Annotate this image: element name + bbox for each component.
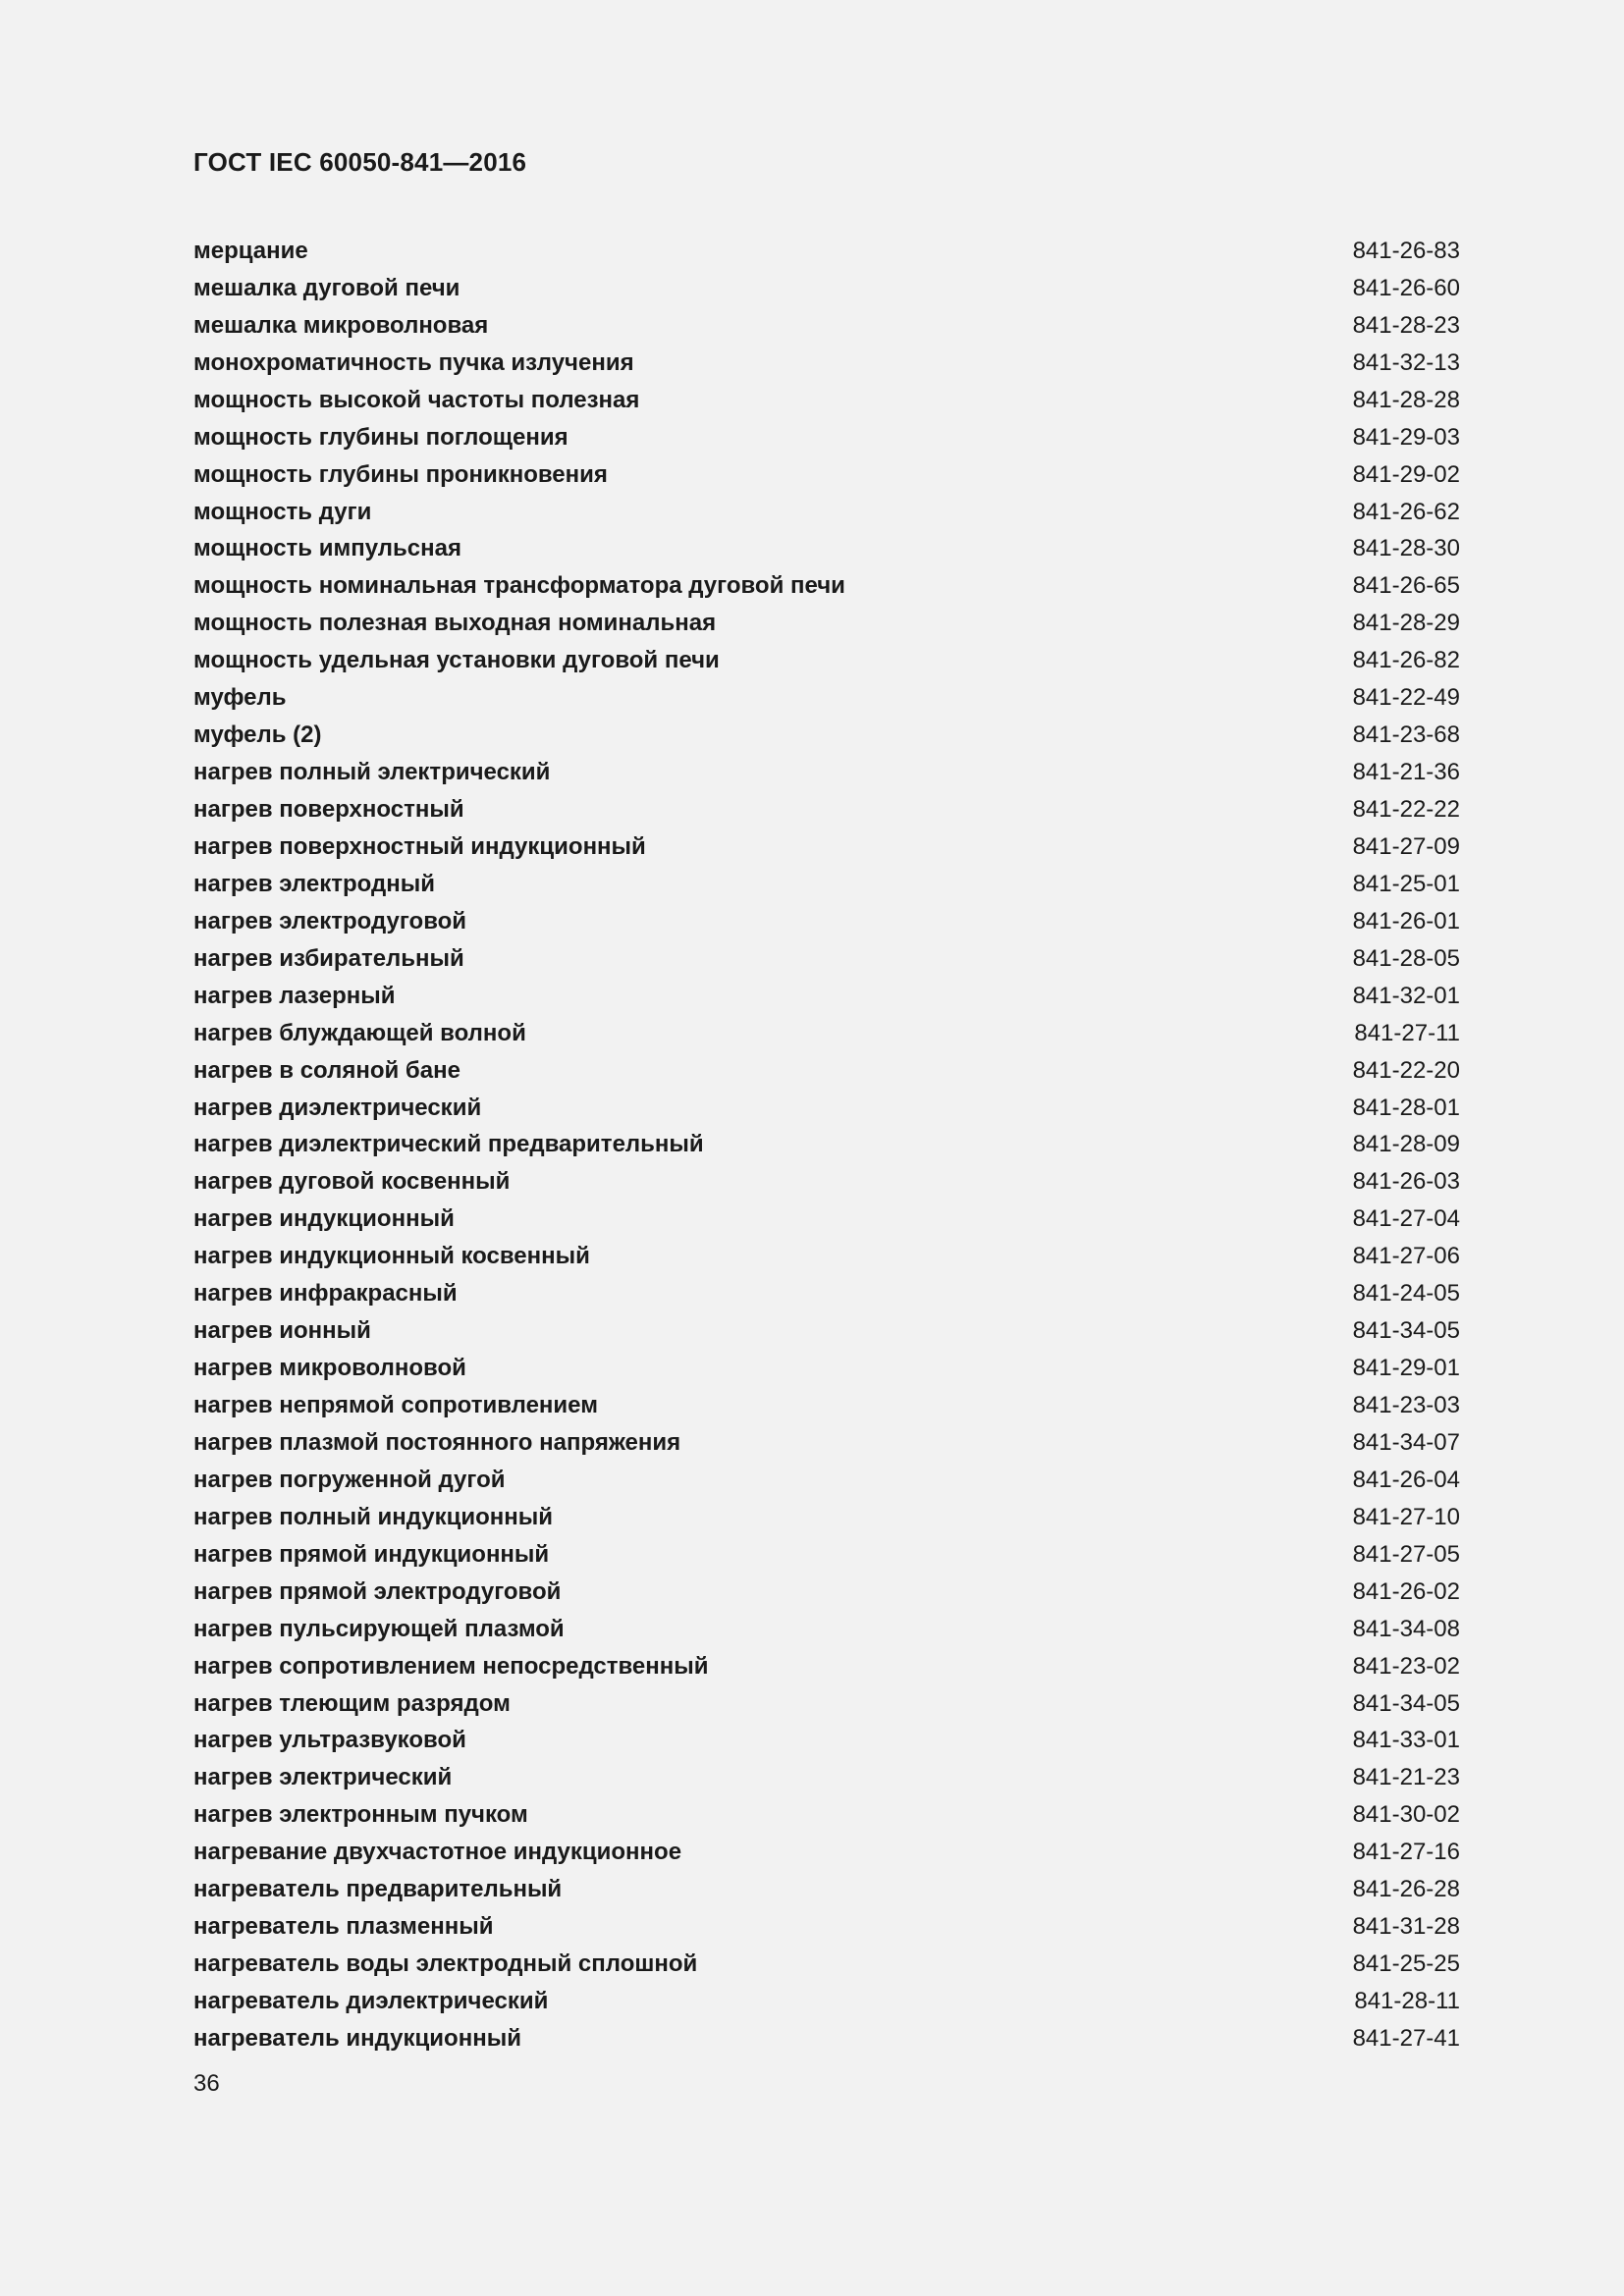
- index-term: нагрев электродный: [193, 870, 435, 897]
- index-ref: 841-23-02: [1352, 1652, 1460, 1680]
- index-entry: [193, 307, 1460, 345]
- index-ref: 841-22-20: [1352, 1056, 1460, 1084]
- index-entry: [193, 642, 1460, 679]
- index-entry: [193, 419, 1460, 456]
- index-term: муфель: [193, 684, 287, 712]
- index-term: мощность номинальная трансформатора дуговой печи: [193, 572, 845, 600]
- index-ref: 841-26-03: [1352, 1168, 1460, 1196]
- index-ref: 841-34-05: [1352, 1689, 1460, 1717]
- index-term: нагрев прямой индукционный: [193, 1540, 550, 1568]
- index-entry: [193, 1685, 1460, 1723]
- index-ref: 841-27-16: [1352, 1839, 1460, 1866]
- page-number: 36: [193, 2070, 220, 2097]
- index-term: нагрев диэлектрический предварительный: [193, 1131, 704, 1158]
- index-ref: 841-27-05: [1352, 1540, 1460, 1568]
- index-entry: [193, 791, 1460, 828]
- index-ref: 841-28-30: [1352, 535, 1460, 562]
- index-ref: 841-28-11: [1354, 1988, 1460, 2015]
- index-entry: [193, 903, 1460, 940]
- index-entry: [193, 1908, 1460, 1946]
- index-entry: [193, 1834, 1460, 1871]
- index-ref: 841-26-83: [1352, 237, 1460, 264]
- index-term: нагрев блуждающей волной: [193, 1019, 526, 1046]
- index-ref: 841-27-09: [1352, 832, 1460, 860]
- index-ref: 841-26-60: [1352, 274, 1460, 301]
- index-ref: 841-33-01: [1352, 1727, 1460, 1754]
- index-term: мощность удельная установки дуговой печи: [193, 647, 720, 674]
- index-ref: 841-23-03: [1352, 1392, 1460, 1419]
- index-entry: [193, 828, 1460, 866]
- index-ref: 841-26-01: [1352, 907, 1460, 934]
- index-ref: 841-29-03: [1352, 423, 1460, 451]
- index-ref: 841-32-01: [1352, 982, 1460, 1009]
- index-ref: 841-28-29: [1352, 610, 1460, 637]
- index-ref: 841-28-09: [1352, 1131, 1460, 1158]
- index-entry: [193, 1462, 1460, 1499]
- index-entry: [193, 567, 1460, 605]
- index-ref: 841-24-05: [1352, 1280, 1460, 1308]
- term-index-list: [193, 233, 1460, 2057]
- index-term: нагрев лазерный: [193, 982, 396, 1009]
- index-entry: [193, 1238, 1460, 1275]
- index-term: нагрев индукционный косвенный: [193, 1243, 590, 1270]
- index-term: нагрев погруженной дугой: [193, 1466, 506, 1493]
- index-entry: [193, 270, 1460, 307]
- index-ref: 841-21-23: [1352, 1764, 1460, 1791]
- index-ref: 841-27-10: [1352, 1503, 1460, 1530]
- index-ref: 841-25-01: [1352, 870, 1460, 897]
- index-ref: 841-27-11: [1354, 1019, 1460, 1046]
- index-term: нагрев ионный: [193, 1317, 371, 1345]
- index-ref: 841-27-41: [1352, 2024, 1460, 2052]
- index-entry: [193, 1127, 1460, 1164]
- index-term: мешалка дуговой печи: [193, 274, 460, 301]
- index-term: нагрев полный электрический: [193, 759, 551, 786]
- page-header: ГОСТ IEC 60050-841—2016: [193, 147, 527, 177]
- index-term: нагрев полный индукционный: [193, 1503, 554, 1530]
- index-entry: [193, 382, 1460, 419]
- index-entry: [193, 1090, 1460, 1127]
- index-term: нагрев в соляной бане: [193, 1056, 460, 1084]
- index-entry: [193, 1015, 1460, 1052]
- index-term: мощность высокой частоты полезная: [193, 386, 640, 413]
- index-ref: 841-27-04: [1352, 1205, 1460, 1233]
- index-ref: 841-21-36: [1352, 759, 1460, 786]
- index-term: мощность импульсная: [193, 535, 461, 562]
- index-ref: 841-29-01: [1352, 1355, 1460, 1382]
- index-entry: [193, 1723, 1460, 1760]
- index-ref: 841-26-62: [1352, 498, 1460, 525]
- index-ref: 841-26-28: [1352, 1876, 1460, 1903]
- index-entry: [193, 1350, 1460, 1387]
- index-entry: [193, 1275, 1460, 1312]
- index-ref: 841-31-28: [1352, 1913, 1460, 1941]
- index-ref: 841-29-02: [1352, 460, 1460, 488]
- index-term: мощность полезная выходная номинальная: [193, 610, 717, 637]
- index-term: нагрев избирательный: [193, 944, 464, 972]
- index-term: нагрев дуговой косвенный: [193, 1168, 511, 1196]
- index-term: нагрев инфракрасный: [193, 1280, 458, 1308]
- index-term: нагрев поверхностный: [193, 796, 464, 824]
- index-ref: 841-30-02: [1352, 1801, 1460, 1829]
- index-entry: [193, 1796, 1460, 1834]
- index-ref: 841-22-49: [1352, 684, 1460, 712]
- index-term: нагрев диэлектрический: [193, 1094, 482, 1121]
- index-entry: [193, 494, 1460, 531]
- index-entry: [193, 1387, 1460, 1424]
- index-ref: 841-23-68: [1352, 721, 1460, 749]
- index-term: мощность дуги: [193, 498, 372, 525]
- index-ref: 841-28-28: [1352, 386, 1460, 413]
- index-entry: [193, 1163, 1460, 1201]
- index-term: монохроматичность пучка излучения: [193, 348, 634, 376]
- index-entry: [193, 1424, 1460, 1462]
- index-term: нагрев ультразвуковой: [193, 1727, 466, 1754]
- index-entry: [193, 940, 1460, 978]
- index-entry: [193, 1499, 1460, 1536]
- index-term: нагреватель предварительный: [193, 1876, 563, 1903]
- index-ref: 841-22-22: [1352, 796, 1460, 824]
- index-ref: 841-25-25: [1352, 1950, 1460, 1978]
- index-term: мерцание: [193, 237, 308, 264]
- index-term: нагреватель воды электродный сплошной: [193, 1950, 698, 1978]
- index-term: нагрев прямой электродуговой: [193, 1577, 562, 1605]
- index-term: нагрев поверхностный индукционный: [193, 832, 646, 860]
- index-term: нагревание двухчастотное индукционное: [193, 1839, 682, 1866]
- index-ref: 841-26-82: [1352, 647, 1460, 674]
- index-entry: [193, 531, 1460, 568]
- index-entry: [193, 1611, 1460, 1648]
- index-ref: 841-26-02: [1352, 1577, 1460, 1605]
- index-entry: [193, 1052, 1460, 1090]
- index-term: нагрев микроволновой: [193, 1355, 466, 1382]
- index-ref: 841-32-13: [1352, 348, 1460, 376]
- index-entry: [193, 1983, 1460, 2020]
- index-term: муфель (2): [193, 721, 322, 749]
- index-entry: [193, 1536, 1460, 1574]
- index-term: нагрев электрический: [193, 1764, 453, 1791]
- index-entry: [193, 679, 1460, 717]
- index-term: нагрев тлеющим разрядом: [193, 1689, 511, 1717]
- index-entry: [193, 605, 1460, 642]
- index-ref: 841-26-04: [1352, 1466, 1460, 1493]
- index-term: нагрев электродуговой: [193, 907, 467, 934]
- index-entry: [193, 1946, 1460, 1983]
- index-entry: [193, 1648, 1460, 1685]
- index-term: нагреватель плазменный: [193, 1913, 494, 1941]
- index-entry: [193, 1871, 1460, 1908]
- index-term: мощность глубины проникновения: [193, 460, 608, 488]
- index-ref: 841-28-05: [1352, 944, 1460, 972]
- index-ref: 841-34-08: [1352, 1615, 1460, 1642]
- index-term: нагреватель диэлектрический: [193, 1988, 549, 2015]
- index-entry: [193, 866, 1460, 903]
- index-term: мешалка микроволновая: [193, 311, 489, 339]
- index-entry: [193, 717, 1460, 754]
- index-term: нагрев сопротивлением непосредственный: [193, 1652, 709, 1680]
- index-term: мощность глубины поглощения: [193, 423, 568, 451]
- index-term: нагрев индукционный: [193, 1205, 455, 1233]
- index-term: нагрев непрямой сопротивлением: [193, 1392, 598, 1419]
- index-entry: [193, 456, 1460, 494]
- index-entry: [193, 1201, 1460, 1238]
- index-ref: 841-27-06: [1352, 1243, 1460, 1270]
- index-ref: 841-28-01: [1352, 1094, 1460, 1121]
- index-entry: [193, 754, 1460, 791]
- index-entry: [193, 345, 1460, 382]
- index-entry: [193, 978, 1460, 1015]
- index-ref: 841-34-05: [1352, 1317, 1460, 1345]
- index-entry: [193, 1312, 1460, 1350]
- index-term: нагрев электронным пучком: [193, 1801, 528, 1829]
- index-term: нагреватель индукционный: [193, 2024, 521, 2052]
- index-entry: [193, 1574, 1460, 1611]
- index-ref: 841-26-65: [1352, 572, 1460, 600]
- index-entry: [193, 1759, 1460, 1796]
- index-term: нагрев пульсирующей плазмой: [193, 1615, 565, 1642]
- index-term: нагрев плазмой постоянного напряжения: [193, 1428, 681, 1456]
- index-entry: [193, 233, 1460, 270]
- index-ref: 841-28-23: [1352, 311, 1460, 339]
- index-ref: 841-34-07: [1352, 1428, 1460, 1456]
- index-entry: [193, 2020, 1460, 2057]
